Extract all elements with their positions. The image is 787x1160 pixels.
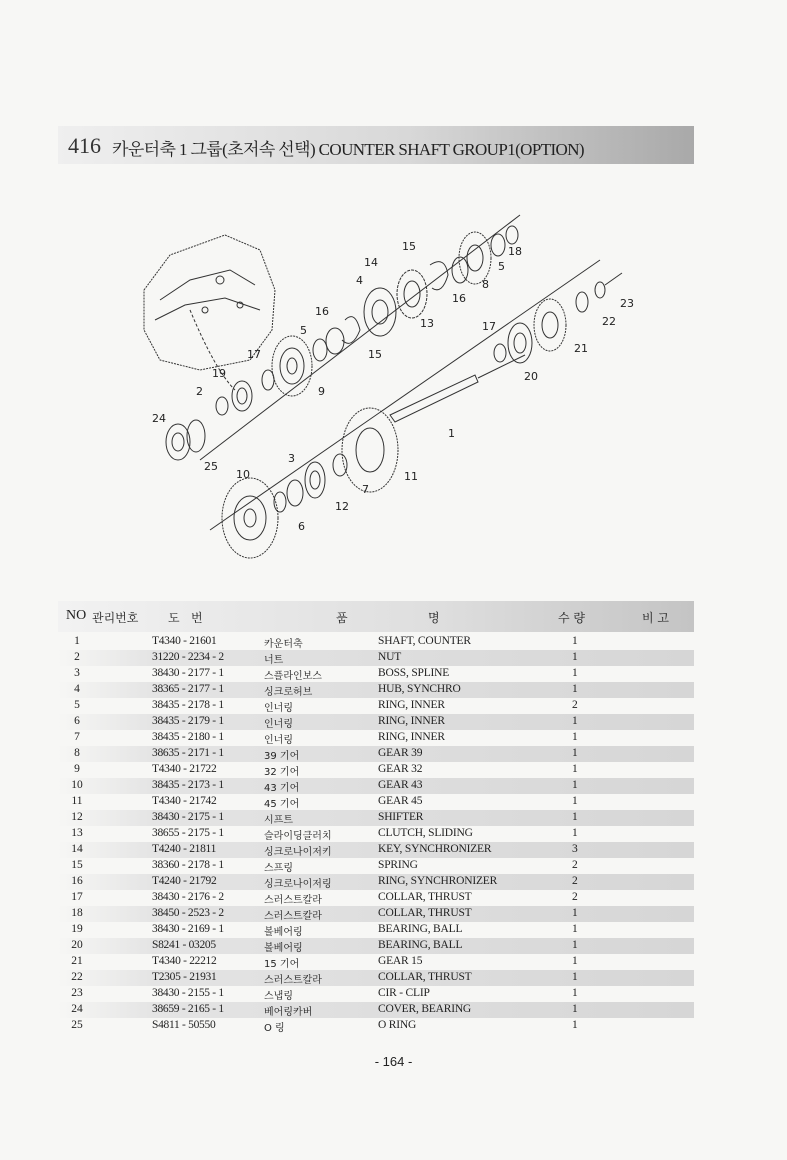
korean-part-name: 스프링: [264, 863, 293, 874]
drawing-number: 38659 - 2165 - 1: [152, 1003, 224, 1015]
quantity: 1: [572, 1003, 578, 1015]
quantity: 1: [572, 683, 578, 695]
row-number: 17: [71, 891, 83, 903]
quantity: 2: [572, 891, 578, 903]
callout-1: 1: [448, 427, 455, 440]
table-row: [58, 666, 694, 682]
table-row: [58, 794, 694, 810]
header-quantity: 수 량: [558, 611, 585, 625]
korean-part-name: 볼베어링: [264, 943, 303, 954]
drawing-number: 38435 - 2179 - 1: [152, 715, 224, 727]
korean-part-name: 베어링카버: [264, 1007, 313, 1018]
row-number: 10: [71, 779, 83, 791]
callout-13: 13: [420, 317, 434, 330]
header-part-name-left: 품: [336, 611, 348, 625]
row-number: 18: [71, 907, 83, 919]
callout-10: 10: [236, 468, 250, 481]
english-part-name: CIR - CLIP: [378, 987, 430, 999]
row-number: 20: [71, 939, 83, 951]
table-row: [58, 698, 694, 714]
korean-part-name: 스플라인보스: [264, 671, 322, 682]
drawing-number: 38450 - 2523 - 2: [152, 907, 224, 919]
drawing-number: 38430 - 2177 - 1: [152, 667, 224, 679]
korean-part-name: 인너링: [264, 735, 293, 746]
drawing-number: 38430 - 2175 - 1: [152, 811, 224, 823]
row-number: 12: [71, 811, 83, 823]
english-part-name: RING, SYNCHRONIZER: [378, 875, 498, 887]
quantity: 1: [572, 731, 578, 743]
english-part-name: GEAR 45: [378, 795, 423, 807]
header-drawing-number: 도 번: [168, 611, 203, 625]
quantity: 1: [572, 939, 578, 951]
callout-18: 18: [508, 245, 522, 258]
row-number: 22: [71, 971, 83, 983]
table-row: [58, 970, 694, 986]
callout-22: 22: [602, 315, 616, 328]
exploded-parts-diagram: [130, 210, 660, 580]
korean-part-name: 32 기어: [264, 767, 300, 778]
callout-5b: 5: [498, 260, 505, 273]
korean-part-name: O 링: [264, 1023, 285, 1034]
english-part-name: GEAR 39: [378, 747, 423, 759]
korean-part-name: 너트: [264, 655, 284, 666]
quantity: 1: [572, 987, 578, 999]
row-number: 1: [74, 635, 80, 647]
callout-15a: 15: [402, 240, 416, 253]
english-part-name: BEARING, BALL: [378, 923, 463, 935]
callout-9: 9: [318, 385, 325, 398]
drawing-number: 31220 - 2234 - 2: [152, 651, 224, 663]
callout-14: 14: [364, 256, 378, 269]
korean-part-name: 스냅링: [264, 991, 293, 1002]
header-remark: 비 고: [642, 611, 669, 625]
korean-part-name: 싱크로나이저링: [264, 879, 332, 890]
callout-11: 11: [404, 470, 418, 483]
quantity: 3: [572, 843, 578, 855]
english-part-name: HUB, SYNCHRO: [378, 683, 461, 695]
row-number: 8: [74, 747, 80, 759]
english-part-name: COVER, BEARING: [378, 1003, 472, 1015]
page-title: 카운터축 1 그룹(초저속 선택) COUNTER SHAFT GROUP1(OPTION): [112, 140, 584, 159]
korean-part-name: 스러스트칼라: [264, 975, 322, 986]
row-number: 6: [74, 715, 80, 727]
english-part-name: KEY, SYNCHRONIZER: [378, 843, 492, 855]
callout-6: 6: [298, 520, 305, 533]
table-row: [58, 938, 694, 954]
english-part-name: SHIFTER: [378, 811, 424, 823]
table-row: [58, 730, 694, 746]
table-row: [58, 634, 694, 650]
korean-part-name: 인너링: [264, 719, 293, 730]
quantity: 1: [572, 651, 578, 663]
row-number: 13: [71, 827, 83, 839]
callout-19: 19: [212, 367, 226, 380]
row-number: 16: [71, 875, 83, 887]
callout-8: 8: [482, 278, 489, 291]
callout-15b: 15: [368, 348, 382, 361]
table-row: [58, 890, 694, 906]
callout-3: 3: [288, 452, 295, 465]
table-row: [58, 682, 694, 698]
callout-16b: 16: [452, 292, 466, 305]
header-mgmt-number: 관리번호: [92, 611, 139, 625]
row-number: 11: [71, 795, 83, 807]
drawing-number: T4340 - 21601: [152, 635, 217, 647]
drawing-number: 38435 - 2180 - 1: [152, 731, 224, 743]
english-part-name: COLLAR, THRUST: [378, 891, 472, 903]
row-number: 3: [74, 667, 80, 679]
table-row: [58, 762, 694, 778]
drawing-number: T4240 - 21792: [152, 875, 217, 887]
row-number: 9: [74, 763, 80, 775]
quantity: 1: [572, 715, 578, 727]
table-row: [58, 714, 694, 730]
drawing-number: 38655 - 2175 - 1: [152, 827, 224, 839]
drawing-number: 38635 - 2171 - 1: [152, 747, 224, 759]
korean-part-name: 스러스트칼라: [264, 895, 322, 906]
drawing-number: T4340 - 21742: [152, 795, 217, 807]
callout-23: 23: [620, 297, 634, 310]
drawing-number: 38430 - 2176 - 2: [152, 891, 224, 903]
callout-25: 25: [204, 460, 218, 473]
english-part-name: RING, INNER: [378, 699, 445, 711]
callout-5a: 5: [300, 324, 307, 337]
parts-table-body: [58, 634, 694, 1034]
drawing-number: S4811 - 50550: [152, 1019, 216, 1031]
drawing-number: T2305 - 21931: [152, 971, 217, 983]
table-row: [58, 1002, 694, 1018]
english-part-name: BOSS, SPLINE: [378, 667, 450, 679]
quantity: 2: [572, 859, 578, 871]
row-number: 2: [74, 651, 80, 663]
quantity: 1: [572, 923, 578, 935]
page-number: - 164 -: [374, 1054, 413, 1069]
korean-part-name: 볼베어링: [264, 927, 303, 938]
callout-24: 24: [152, 412, 166, 425]
row-number: 15: [71, 859, 83, 871]
callout-2: 2: [196, 385, 203, 398]
table-row: [58, 874, 694, 890]
quantity: 2: [572, 699, 578, 711]
quantity: 1: [572, 667, 578, 679]
section-number: 416: [68, 133, 101, 158]
row-number: 23: [71, 987, 83, 999]
quantity: 1: [572, 907, 578, 919]
korean-part-name: 45 기어: [264, 799, 300, 810]
quantity: 1: [572, 635, 578, 647]
callout-4: 4: [356, 274, 363, 287]
quantity: 2: [572, 875, 578, 887]
quantity: 1: [572, 747, 578, 759]
table-row: [58, 746, 694, 762]
table-row: [58, 650, 694, 666]
drawing-number: T4340 - 22212: [152, 955, 217, 967]
table-row: [58, 858, 694, 874]
english-part-name: GEAR 32: [378, 763, 423, 775]
table-row: [58, 906, 694, 922]
english-part-name: GEAR 15: [378, 955, 423, 967]
drawing-number: S8241 - 03205: [152, 939, 216, 951]
header-no: NO: [66, 608, 87, 623]
korean-part-name: 스러스트칼라: [264, 911, 322, 922]
drawing-number: T4340 - 21722: [152, 763, 217, 775]
korean-part-name: 카운터축: [264, 639, 303, 650]
callout-21: 21: [574, 342, 588, 355]
drawing-number: 38435 - 2178 - 1: [152, 699, 224, 711]
table-row: [58, 954, 694, 970]
callout-17a: 17: [247, 348, 261, 361]
table-row: [58, 986, 694, 1002]
table-row: [58, 826, 694, 842]
row-number: 5: [74, 699, 80, 711]
drawing-number: 38360 - 2178 - 1: [152, 859, 224, 871]
table-row: [58, 922, 694, 938]
callout-17b: 17: [482, 320, 496, 333]
quantity: 1: [572, 971, 578, 983]
korean-part-name: 인너링: [264, 703, 293, 714]
callout-16a: 16: [315, 305, 329, 318]
row-number: 24: [71, 1003, 83, 1015]
english-part-name: GEAR 43: [378, 779, 423, 791]
quantity: 1: [572, 811, 578, 823]
drawing-number: 38430 - 2155 - 1: [152, 987, 224, 999]
row-number: 7: [74, 731, 80, 743]
page-title-bar: [58, 126, 694, 164]
korean-part-name: 43 기어: [264, 783, 300, 794]
header-part-name-right: 명: [428, 611, 440, 625]
quantity: 1: [572, 955, 578, 967]
english-part-name: O RING: [378, 1019, 417, 1031]
quantity: 1: [572, 779, 578, 791]
korean-part-name: 싱크로나이저키: [264, 847, 332, 858]
korean-part-name: 시프트: [264, 815, 293, 826]
english-part-name: COLLAR, THRUST: [378, 971, 472, 983]
row-number: 21: [71, 955, 83, 967]
english-part-name: RING, INNER: [378, 731, 445, 743]
callout-7: 7: [362, 483, 369, 496]
table-row: [58, 778, 694, 794]
korean-part-name: 39 기어: [264, 751, 300, 762]
english-part-name: BEARING, BALL: [378, 939, 463, 951]
english-part-name: NUT: [378, 651, 402, 663]
drawing-number: 38435 - 2173 - 1: [152, 779, 224, 791]
parts-table-header: [58, 601, 694, 632]
callout-20: 20: [524, 370, 538, 383]
quantity: 1: [572, 795, 578, 807]
callout-12: 12: [335, 500, 349, 513]
korean-part-name: 슬라이딩클러치: [264, 831, 332, 842]
quantity: 1: [572, 763, 578, 775]
row-number: 4: [74, 683, 80, 695]
korean-part-name: 싱크로허브: [264, 687, 313, 698]
drawing-number: 38430 - 2169 - 1: [152, 923, 224, 935]
row-number: 14: [71, 843, 83, 855]
table-row: [58, 842, 694, 858]
table-row: [58, 810, 694, 826]
english-part-name: COLLAR, THRUST: [378, 907, 472, 919]
table-row: [58, 1018, 694, 1034]
english-part-name: SHAFT, COUNTER: [378, 635, 471, 647]
drawing-number: T4240 - 21811: [152, 843, 217, 855]
english-part-name: RING, INNER: [378, 715, 445, 727]
english-part-name: CLUTCH, SLIDING: [378, 827, 473, 839]
row-number: 19: [71, 923, 83, 935]
quantity: 1: [572, 1019, 578, 1031]
korean-part-name: 15 기어: [264, 959, 300, 970]
quantity: 1: [572, 827, 578, 839]
english-part-name: SPRING: [378, 859, 418, 871]
drawing-number: 38365 - 2177 - 1: [152, 683, 224, 695]
row-number: 25: [71, 1019, 83, 1031]
